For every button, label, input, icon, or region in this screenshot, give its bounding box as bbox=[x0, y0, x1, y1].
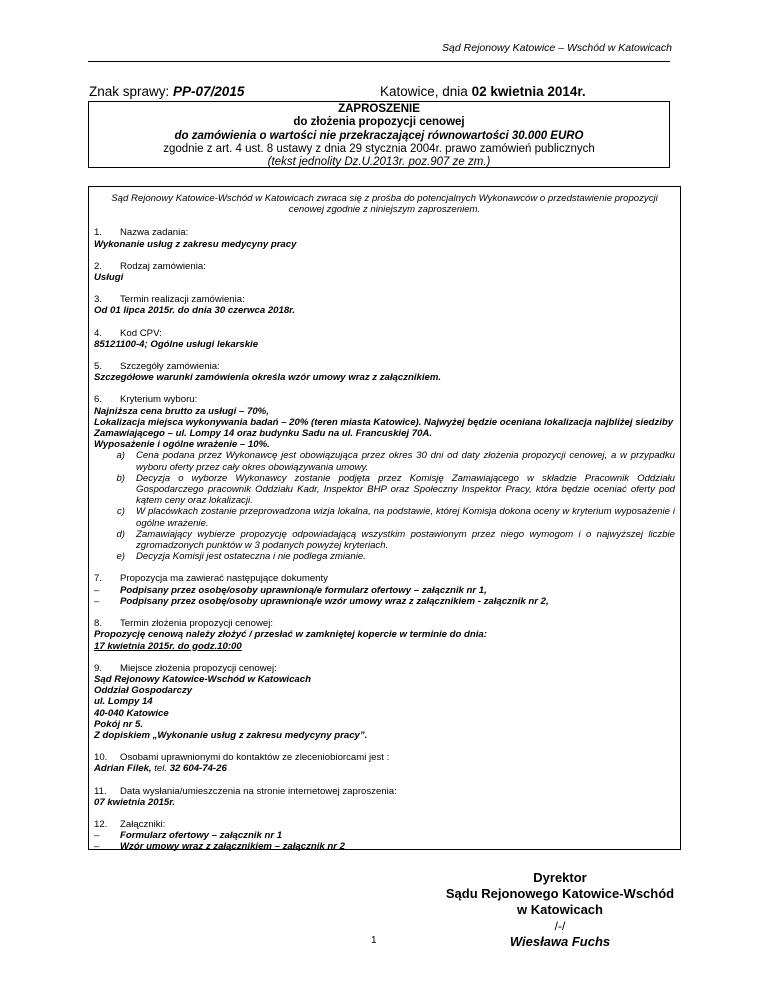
document-date-value: 02 kwietnia 2014r. bbox=[471, 84, 586, 99]
title-line-3: do zamówienia o wartości nie przekraczającej równowartości 30.000 EURO bbox=[174, 129, 584, 142]
section-8 bbox=[94, 618, 675, 652]
title-box bbox=[88, 101, 670, 168]
section-label: Data wysłania/umieszczenia na stronie internetowej zaproszenia: bbox=[120, 785, 397, 797]
section-number: 3. bbox=[94, 294, 103, 306]
signature-name: Wiesława Fuchs bbox=[509, 934, 611, 949]
section-1 bbox=[94, 227, 675, 249]
running-header: Sąd Rejonowy Katowice – Wschód w Katowicach bbox=[442, 42, 672, 54]
section-label: Termin złożenia propozycji cenowej: bbox=[120, 618, 274, 630]
list-item bbox=[94, 585, 675, 596]
list-letter: d) bbox=[116, 528, 125, 540]
section-number: 12. bbox=[94, 818, 108, 830]
contact-phone: 32 604-74-26 bbox=[169, 763, 227, 775]
list-item bbox=[94, 841, 675, 852]
list-item bbox=[94, 529, 675, 551]
envelope-note: Z dopiskiem „Wykonanie usług z zakresu medycyny pracy”. bbox=[94, 729, 368, 741]
list-text: Wzór umowy wraz z załącznikiem – załącznik nr 2 bbox=[120, 841, 345, 853]
section-number: 2. bbox=[94, 260, 103, 272]
list-item bbox=[94, 506, 675, 528]
section-label: Miejsce złożenia propozycji cenowej: bbox=[120, 662, 277, 674]
document-date-prefix: Katowice, dnia bbox=[380, 84, 472, 99]
signature-city: w Katowicach bbox=[517, 902, 603, 917]
section-label: Osobami uprawnionymi do kontaktów ze zleceniobiorcami jest : bbox=[120, 752, 390, 764]
criterion-equipment: Wyposażenie i ogólne wrażenie – 10%. bbox=[94, 439, 270, 451]
list-item bbox=[94, 551, 675, 562]
section-label: Rodzaj zamówienia: bbox=[120, 260, 206, 272]
section-number: 1. bbox=[94, 227, 103, 239]
criterion-location: Lokalizacja miejsca wykonywania badań – 20% (teren miasta Katowice). Najwyżej będzie oceniana lokalizacja najbliżej siedziby Zamawiającego – ul. Lompy 14 oraz budynku Sadu na ul. Francuskiej 70A. bbox=[94, 416, 674, 440]
list-text: Decyzja o wyborze Wykonawcy zostanie podjęta przez Komisję Zamawiającego w składzie Pracownik Oddziału Gospodarczego pracownik Oddziału Kadr, Inspektor BHP oraz Społeczny Inspektor Pracy, która będzie oceniać oferty pod kątem ceny oraz lokalizacji. bbox=[136, 472, 675, 507]
list-text: Formularz ofertowy – załącznik nr 1 bbox=[120, 830, 283, 842]
list-text: Decyzja Komisji jest ostateczna i nie podlega zmianie. bbox=[136, 551, 366, 563]
section-7 bbox=[94, 573, 675, 607]
list-item bbox=[94, 473, 675, 507]
list-item bbox=[94, 450, 675, 472]
dash-bullet: – bbox=[94, 595, 100, 607]
section-5 bbox=[94, 361, 675, 383]
list-text: Zamawiający wybierze propozycję odpowiadającą wszystkim postawionym przez niego wymogom i o najwyższej liczbie zgromadzonych punktów w 3 podanych powyżej kryteriach. bbox=[136, 528, 675, 552]
section-label: Kryterium wyboru: bbox=[120, 394, 198, 406]
section-number: 4. bbox=[94, 327, 103, 339]
document-date bbox=[380, 84, 586, 99]
section-value: Wykonanie usług z zakresu medycyny pracy bbox=[94, 238, 297, 250]
section-value: 85121100-4; Ogólne usługi lekarskie bbox=[94, 338, 259, 350]
header-divider bbox=[88, 61, 670, 62]
list-text: Podpisany przez osobę/osoby uprawnioną/e formularz ofertowy – załącznik nr 1, bbox=[120, 584, 487, 596]
section-label: Nazwa zadania: bbox=[120, 227, 189, 239]
criteria-rules-list bbox=[94, 450, 675, 562]
list-text: Podpisany przez osobę/osoby uprawnioną/e wzór umowy wraz z załącznikiem - załącznik nr 2, bbox=[120, 595, 549, 607]
section-label: Kod CPV: bbox=[120, 327, 162, 339]
signature-institution: Sądu Rejonowego Katowice-Wschód bbox=[445, 886, 675, 901]
section-10 bbox=[94, 752, 675, 774]
section-value: Usługi bbox=[94, 272, 124, 284]
section-9 bbox=[94, 663, 675, 741]
case-reference-value: PP-07/2015 bbox=[173, 84, 245, 99]
list-letter: b) bbox=[116, 472, 125, 484]
address-line: 40-040 Katowice bbox=[94, 707, 169, 719]
case-reference-label: Znak sprawy: bbox=[89, 84, 174, 99]
list-item bbox=[94, 830, 675, 841]
section-value: Szczegółowe warunki zamówienia określa wzór umowy wraz z załącznikiem. bbox=[94, 372, 442, 384]
list-letter: e) bbox=[116, 551, 125, 563]
signature-title: Dyrektor bbox=[533, 870, 587, 885]
section-number: 7. bbox=[94, 573, 103, 585]
address-line: Sąd Rejonowy Katowice-Wschód w Katowicach bbox=[94, 673, 311, 685]
section-number: 5. bbox=[94, 361, 103, 373]
section-2 bbox=[94, 261, 675, 283]
case-reference bbox=[89, 84, 244, 99]
section-11 bbox=[94, 786, 675, 808]
deadline-date: 17 kwietnia 2015r. do godz.10:00 bbox=[94, 640, 242, 652]
section-value: Od 01 lipca 2015r. do dnia 30 czerwca 2018r. bbox=[94, 305, 296, 317]
contact-name: Adrian Filek, bbox=[94, 763, 152, 775]
section-label: Załączniki: bbox=[120, 818, 166, 830]
section-3 bbox=[94, 294, 675, 316]
signature-mark: /-/ bbox=[554, 919, 566, 933]
dash-bullet: – bbox=[94, 584, 100, 596]
list-text: Cena podana przez Wykonawcę jest obowiązująca przez okres 30 dni od daty złożenia propozycji cenowej, a w przypadku wyboru oferty przez cały okres obowiązywania umowy. bbox=[136, 450, 675, 473]
invitation-body bbox=[88, 186, 681, 853]
section-number: 9. bbox=[94, 662, 103, 674]
dash-bullet: – bbox=[94, 841, 100, 853]
title-line-4: zgodnie z art. 4 ust. 8 ustawy z dnia 29 stycznia 2004r. prawo zamówień publicznych bbox=[163, 142, 595, 155]
dash-bullet: – bbox=[94, 830, 100, 842]
section-label: Termin realizacji zamówienia: bbox=[120, 294, 245, 306]
page-number: 1 bbox=[371, 935, 377, 946]
contact-tel-label: tel. bbox=[151, 763, 170, 775]
section-value: 07 kwietnia 2015r. bbox=[94, 796, 176, 808]
deadline-instruction: Propozycję cenową należy złożyć / przesłać w zamkniętej kopercie w terminie do dnia: bbox=[94, 629, 487, 641]
section-label: Szczegóły zamówienia: bbox=[120, 361, 220, 373]
section-label: Propozycja ma zawierać następujące dokumenty bbox=[120, 573, 328, 585]
address-line: Oddział Gospodarczy bbox=[94, 685, 193, 697]
address-line: ul. Lompy 14 bbox=[94, 696, 153, 708]
section-6 bbox=[94, 394, 675, 562]
criterion-price: Najniższa cena brutto za usługi – 70%, bbox=[94, 405, 269, 417]
title-heading: ZAPROSZENIE bbox=[338, 103, 420, 115]
list-text: W placówkach zostanie przeprowadzona wizja lokalna, na podstawie, której Komisja dokona oceny w kryterium wyposażenie i ogólne wrażenie. bbox=[136, 506, 675, 529]
section-number: 11. bbox=[94, 785, 107, 797]
section-12 bbox=[94, 819, 675, 853]
title-line-5: (tekst jednolity Dz.U.2013r. poz.907 ze zm.) bbox=[267, 156, 491, 169]
title-line-2: do złożenia propozycji cenowej bbox=[293, 116, 465, 129]
intro-paragraph: Sąd Rejonowy Katowice-Wschód w Katowicach zwraca się z prośba do potencjalnych Wykonawców o przedstawienie propozycji cenowej zgodnie z niniejszym zaproszeniem. bbox=[111, 193, 658, 216]
list-item bbox=[94, 596, 675, 607]
section-number: 6. bbox=[94, 394, 103, 406]
signature-block bbox=[440, 870, 680, 950]
section-number: 8. bbox=[94, 618, 103, 630]
list-letter: a) bbox=[116, 450, 125, 462]
section-number: 10. bbox=[94, 752, 108, 764]
section-4 bbox=[94, 328, 675, 350]
address-line: Pokój nr 5. bbox=[94, 718, 144, 730]
list-letter: c) bbox=[117, 506, 125, 518]
